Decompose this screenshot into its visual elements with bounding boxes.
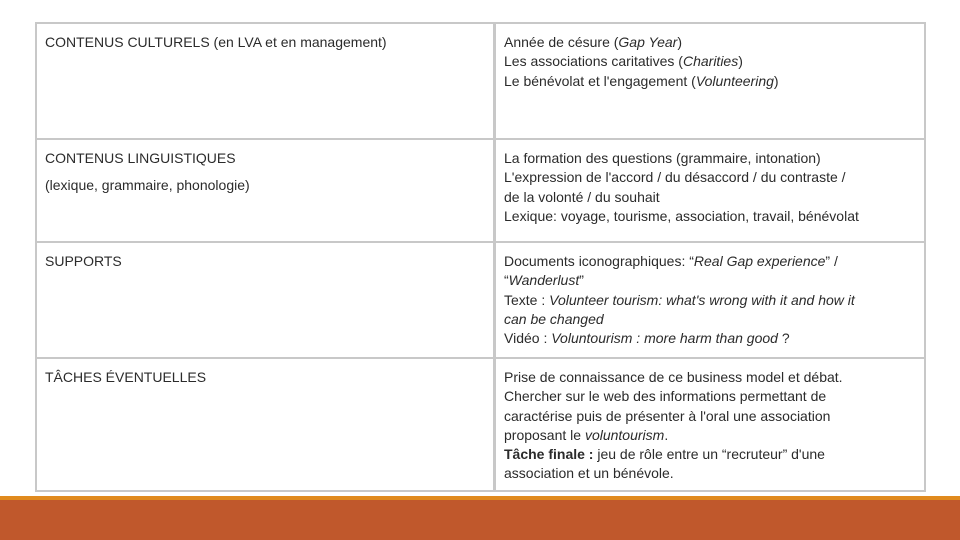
- italic-text: Volunteer tourism: what's wrong with it and how it: [549, 291, 855, 308]
- label-text: CONTENUS LINGUISTIQUES: [45, 150, 236, 166]
- text: ?: [781, 330, 790, 347]
- label-subtext: (lexique, grammaire, phonologie): [45, 177, 250, 194]
- detail-line: [504, 72, 916, 91]
- table-row: [36, 139, 925, 242]
- label-text: TÂCHES ÉVENTUELLES: [45, 369, 207, 385]
- table-row: [36, 358, 925, 491]
- row-label-tasks: [36, 358, 495, 491]
- row-details-cultural-content: [495, 23, 926, 139]
- detail-line: [504, 426, 916, 445]
- row-label-linguistic-content: [36, 139, 495, 242]
- italic-text: Real Gap experience: [693, 253, 826, 269]
- detail-line: [504, 329, 916, 348]
- text: Documents iconographiques: “: [504, 253, 694, 269]
- text: Le bénévolat et l'engagement (: [504, 72, 696, 89]
- row-details-linguistic-content: [495, 139, 926, 242]
- detail-line: [504, 52, 916, 71]
- text: ”: [579, 272, 584, 289]
- text: Les associations caritatives (: [504, 53, 683, 70]
- content-table: [35, 22, 926, 492]
- italic-text: can be changed: [504, 310, 604, 327]
- row-label-supports: [36, 242, 495, 358]
- text: Année de césure (: [504, 34, 619, 50]
- row-details-tasks: [495, 358, 926, 491]
- detail-line: Lexique: voyage, tourisme, association, travail, bénévolat: [504, 207, 859, 224]
- italic-text: Gap Year: [618, 34, 678, 50]
- detail-line: caractérise puis de présenter à l'oral une association: [504, 407, 831, 424]
- text: ” /: [825, 253, 838, 269]
- detail-line: [504, 33, 916, 52]
- detail-line: association et un bénévole.: [504, 465, 674, 482]
- detail-line: [504, 291, 916, 310]
- italic-text: voluntourism: [584, 426, 665, 443]
- text: Vidéo :: [504, 330, 552, 347]
- detail-line: [504, 310, 916, 329]
- bold-text: Tâche finale :: [504, 446, 598, 463]
- italic-text: Voluntourism : more harm than good: [551, 330, 782, 347]
- row-label-cultural-content: [36, 23, 495, 139]
- text: Texte :: [504, 291, 550, 308]
- text: ): [738, 53, 743, 70]
- label-text: SUPPORTS: [45, 253, 122, 269]
- detail-line: [504, 271, 916, 290]
- detail-line: [504, 252, 916, 271]
- detail-line: de la volonté / du souhait: [504, 188, 660, 205]
- text: ): [773, 72, 779, 89]
- text: ): [677, 34, 682, 50]
- text: proposant le: [504, 426, 585, 443]
- text: “: [504, 272, 509, 289]
- row-details-supports: [495, 242, 926, 358]
- detail-line: [504, 445, 916, 464]
- footer-accent-bar: [0, 500, 960, 540]
- table-row: [36, 23, 925, 139]
- italic-text: Charities: [682, 53, 739, 70]
- label-text: CONTENUS CULTURELS (en LVA et en management): [45, 34, 387, 50]
- detail-line: La formation des questions (grammaire, intonation): [504, 150, 821, 166]
- text: jeu de rôle entre un “recruteur” d'une: [597, 446, 825, 463]
- italic-text: Volunteering: [695, 72, 774, 89]
- table-row: [36, 242, 925, 358]
- text: .: [664, 426, 669, 443]
- detail-line: L'expression de l'accord / du désaccord / du contraste /: [504, 169, 846, 186]
- italic-text: Wanderlust: [508, 272, 580, 289]
- detail-line: Chercher sur le web des informations permettant de: [504, 388, 827, 405]
- detail-line: Prise de connaissance de ce business model et débat.: [504, 369, 843, 385]
